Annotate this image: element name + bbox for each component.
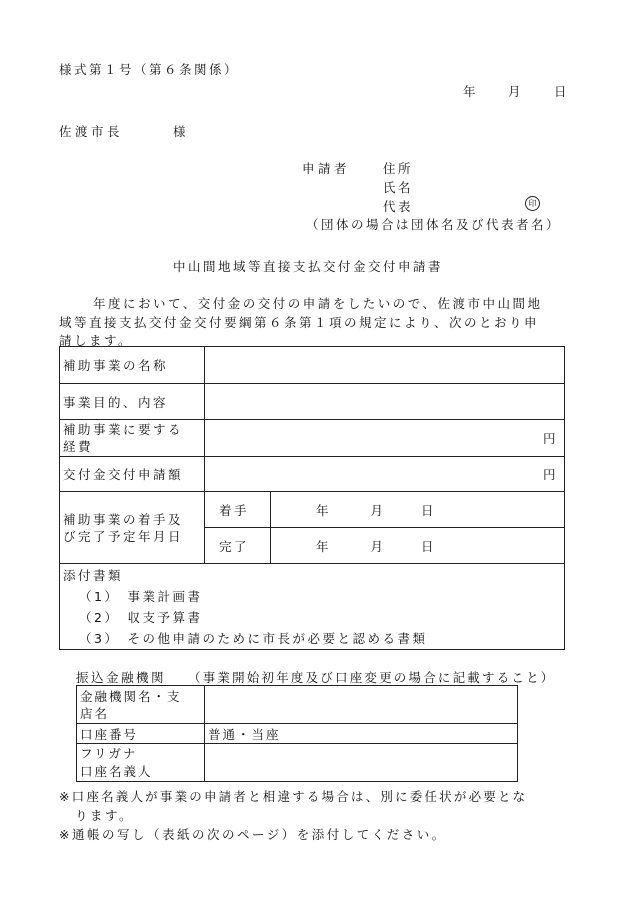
name-label: 氏名 <box>383 180 414 195</box>
bank-table <box>76 685 518 782</box>
applicant-note: （団体の場合は団体名及び代表者名） <box>306 217 562 232</box>
attachments-label: 添付書類 <box>63 568 124 583</box>
body-line-2: 域等直接支払交付金交付要綱第６条第１項の規定により、次のとおり申 <box>59 315 540 330</box>
yen-unit: 円 <box>542 431 558 446</box>
bank-heading: 振込金融機関 <box>76 670 167 685</box>
attachment-item: （1） 事業計画書 <box>79 589 203 604</box>
form-number: 様式第１号（第６条関係） <box>59 62 240 77</box>
account-holder-field[interactable] <box>205 744 518 782</box>
bank-heading-note: （事業開始初年度及び口座変更の場合に記載すること） <box>188 670 556 685</box>
row-project-name <box>60 347 565 384</box>
account-type-field[interactable]: 普通・当座 <box>205 724 518 744</box>
date-month-label: 月 <box>508 84 521 99</box>
finish-label: 完了 <box>205 528 271 564</box>
yen-unit: 円 <box>542 467 558 482</box>
period-label: 補助事業の着手及 び完了予定年月日 <box>60 492 205 564</box>
project-name-field[interactable] <box>205 347 565 384</box>
attachments-list <box>79 586 561 649</box>
note-2: ※通帳の写し（表紙の次のページ）を添付してください。 <box>59 827 447 842</box>
date-year-label: 年 <box>463 84 476 99</box>
row-amount <box>60 457 565 492</box>
finish-date-field[interactable]: 年 月 日 <box>271 528 565 564</box>
address-label: 住所 <box>383 161 414 176</box>
cost-label: 補助事業に要する 経費 <box>60 420 205 457</box>
purpose-field[interactable] <box>205 384 565 420</box>
start-date-field[interactable]: 年 月 日 <box>271 492 565 528</box>
row-account-number <box>77 724 518 744</box>
start-label: 着手 <box>205 492 271 528</box>
body-line-1: 年度において、交付金の交付の申請をしたいので、佐渡市中山間地 <box>93 296 543 311</box>
row-account-holder <box>77 744 518 782</box>
note-1-line-2: ります。 <box>75 808 135 823</box>
institution-field[interactable] <box>205 686 518 724</box>
row-purpose <box>60 384 565 420</box>
row-start <box>60 492 565 528</box>
row-cost <box>60 420 565 457</box>
institution-label: 金融機関名・支 店名 <box>77 686 205 724</box>
date-day-label: 日 <box>554 84 567 99</box>
row-institution <box>77 686 518 724</box>
body-line-3: 請します。 <box>59 333 134 348</box>
amount-field[interactable] <box>205 457 565 492</box>
attachment-item: （3） その他申請のために市長が必要と認める書類 <box>79 631 428 646</box>
applicant-label: 申請者 <box>302 161 351 176</box>
document-title: 中山間地域等直接支払交付金交付申請書 <box>173 259 444 274</box>
row-attachments <box>60 564 565 650</box>
amount-label: 交付金交付申請額 <box>60 457 205 492</box>
attachment-item: （2） 収支予算書 <box>79 610 203 625</box>
seal-mark: 印 <box>525 196 540 211</box>
representative-label: 代表 <box>383 199 414 214</box>
project-name-label: 補助事業の名称 <box>60 347 205 384</box>
purpose-label: 事業目的、内容 <box>60 384 205 420</box>
account-number-label: 口座番号 <box>77 724 205 744</box>
cost-field[interactable] <box>205 420 565 457</box>
account-holder-label: フリガナ 口座名義人 <box>77 744 205 782</box>
addressee: 佐渡市長 <box>59 124 124 139</box>
note-1-line-1: ※口座名義人が事業の申請者と相違する場合は、別に委任状が必要とな <box>59 789 528 804</box>
application-table <box>59 346 565 650</box>
honorific: 様 <box>173 124 186 139</box>
attachments-cell <box>60 564 565 650</box>
